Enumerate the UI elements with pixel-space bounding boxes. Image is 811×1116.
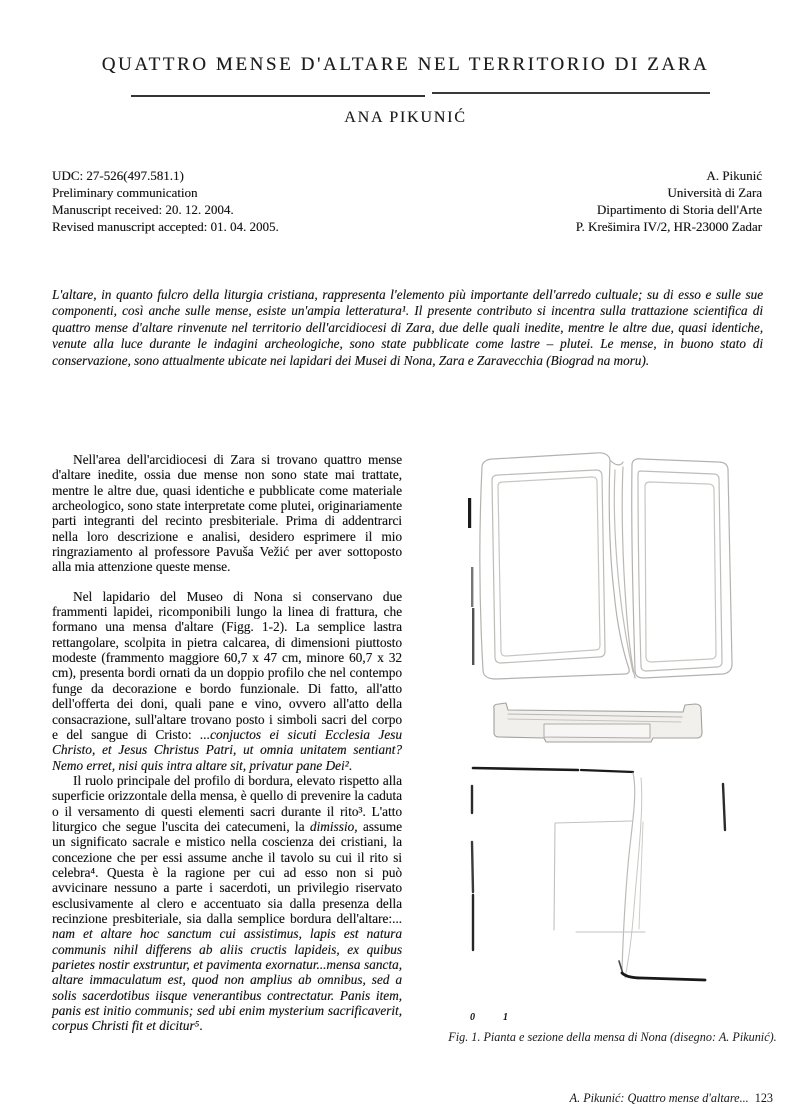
figure-1-drawing xyxy=(420,440,811,1050)
received-line: Manuscript received: 20. 12. 2004. xyxy=(52,202,234,217)
paragraph-text: Nell'area dell'arcidiocesi di Zara si trovano quattro mense d'altare inedite, ossia due mense non sono state mai trattate, mentre le altre due, quasi identiche e pubblicate come materiale archeologico, sono state interpretate come plutei, originariamente parti integranti del recinto presbiteriale. Prima di addentrarci nella loro descrizione e analisi, desidero esprimere il mio ringraziamento al professore Pavuša Vežić per aver sottoposto alla mia attenzione queste mense. xyxy=(52,452,402,575)
body-paragraph xyxy=(52,452,402,575)
metadata-left xyxy=(52,167,279,235)
plan-dark-ticks xyxy=(468,498,474,665)
paragraph-text: . xyxy=(199,1018,203,1034)
communication-type-line: Preliminary communication xyxy=(52,185,198,200)
paragraph-text: Nel lapidario del Museo di Nona si conservano due frammenti lapidei, ricomponibili lungo la linea di frattura, che formano una mensa d'altare (Figg. 1-2). La semplice lastra rettangolare, scolpita in pietra calcarea, di dimensioni piuttosto modeste (frammento maggiore 60,7 x 47 cm, minore 60,7 x 32 cm), presenta bordi ornati da un doppio profilo che nel contempo funge da decorazione e bordo funzionale. Di fatto, all'atto dell'offerta dei doni, quali pane e vino, ovvero all'atto della consacrazione, sull'altare trovano posto i simboli sacri del corpo e del sangue di Cristo: xyxy=(52,588,402,742)
paragraph-text: assume un significato sacrale e mistico nella coscienza dei cristiani, la concezione che per essi assume anche il tavolo su cui il rito si celebra⁴. Questa è la ragione per cui ad esso non si può avvicinare nessuno a parte i sacerdoti, un privilegio riservato esclusivamente al clero e accentuato sia dalla presenza della recinzione presbiteriale, sia dalla semplice bordura dell'altare:... xyxy=(52,818,402,926)
title-divider-left xyxy=(131,95,425,97)
author-name: ANA PIKUNIĆ xyxy=(344,109,467,126)
accepted-line: Revised manuscript accepted: 01. 04. 2005. xyxy=(52,219,279,234)
article-title: QUATTRO MENSE D'ALTARE NEL TERRITORIO DI ZARA xyxy=(101,54,710,75)
mensa-lower-drawing xyxy=(472,768,725,980)
mensa-plan-drawing xyxy=(480,453,732,679)
udc-line: UDC: 27-526(497.581.1) xyxy=(52,168,184,183)
figure-scale-one: 1 xyxy=(503,1012,508,1023)
footer-citation: A. Pikunić: Quattro mense d'altare... xyxy=(569,1091,749,1105)
title-divider-right xyxy=(432,92,710,94)
mensa-section-drawing xyxy=(494,703,702,742)
abstract-text: L'altare, in quanto fulcro della liturgia cristiana, rappresenta l'elemento più importante dell'arredo cultuale; su di esso e sulle sue componenti, così anche sulle mense, esiste un'ampia letteratura¹. Il presente contributo si incentra sulla trattazione scientifica di quattro mense d'altare rinvenute nel territorio dell'arcidiocesi di Zara, due delle quali inedite, mentre le altre due, quasi identiche, venute alla luce durante le indagini archeologiche, sono state pubblicate come lastre – plutei. Le mense, in buono stato di conservazione, sono attualmente ubicate nei lapidari dei Musei di Nona, Zara e Zaravecchia (Biograd na moru). xyxy=(52,287,763,368)
metadata-block xyxy=(52,167,762,235)
body-paragraph xyxy=(52,773,402,1034)
university-line: Università di Zara xyxy=(667,185,762,200)
address-line: P. Krešimira IV/2, HR-23000 Zadar xyxy=(575,219,762,234)
author-short-line: A. Pikunić xyxy=(706,168,762,183)
page-number: 123 xyxy=(754,1091,773,1105)
running-footer xyxy=(570,1091,773,1106)
department-line: Dipartimento di Storia dell'Arte xyxy=(596,202,762,217)
body-paragraphs xyxy=(52,452,402,1034)
metadata-right xyxy=(576,167,762,235)
paragraph-text: . xyxy=(348,757,352,773)
figure-scale-zero: 0 xyxy=(470,1012,475,1023)
paragraph-text: Il ruolo principale del profilo di bordura, elevato rispetto alla superficie orizzontale della mensa, è quello di prevenire la caduta o il versamento di questi elementi sacri durante il rito³. L'atto liturgico che segue l'uscita dei catecumeni, la xyxy=(52,772,402,834)
figure-caption: Fig. 1. Pianta e sezione della mensa di Nona (disegno: A. Pikunić). xyxy=(448,1030,777,1044)
latin-quote-text: nam et altare hoc sanctum cui assistimus, lapis est natura communis nihil differens ab aliis cructis lapideis, ex quibus parietes nostir exstruntur, et pavimenta exornatur...mensa sancta, altare immaculatum est, quod non amplius ab omnibus, sed a solis sacerdotibus iisque venerantibus contrectatur. Panis item, panis est initio communis; sed ubi enim mysterium sacrificaverit, corpus Christi fit et dicitur⁵ xyxy=(52,926,402,1034)
latin-quote-text: ...conjuctos ei sicuti Ecclesia Jesu Christo, et Jesus Christus Patri, ut omnia unitatem sentiant? Nemo erret, nisi quis intra altare sit, privatur pane Dei² xyxy=(52,726,402,773)
body-paragraph xyxy=(52,589,402,773)
latin-quote-text: dimissio, xyxy=(309,818,358,834)
